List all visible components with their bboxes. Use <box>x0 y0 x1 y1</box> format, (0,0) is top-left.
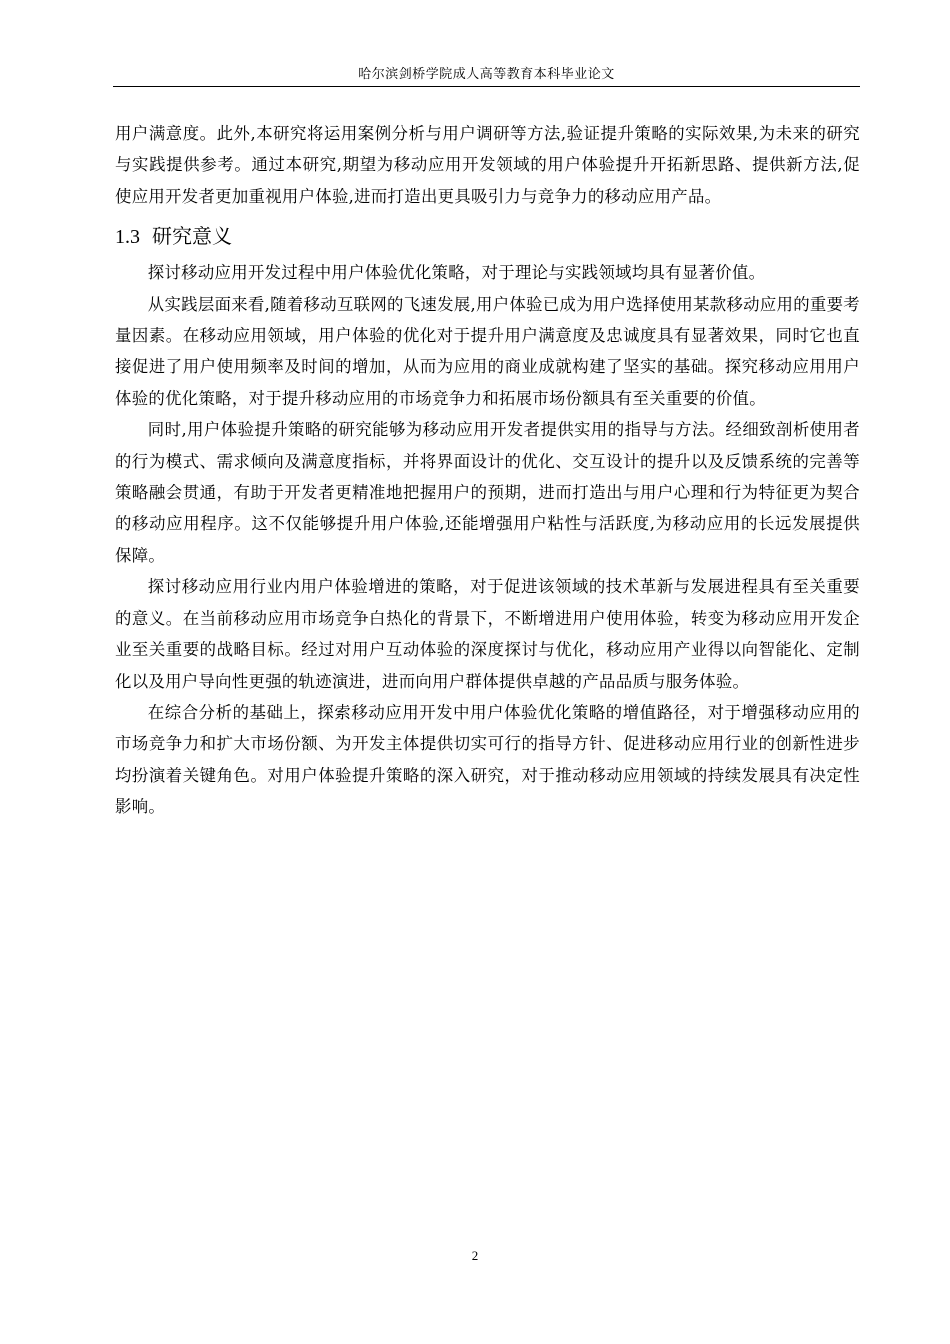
section-heading <box>115 219 860 254</box>
paragraph-5: 在综合分析的基础上，探索移动应用开发中用户体验优化策略的增值路径，对于增强移动应用的市场竞争力和扩大市场份额、为开发主体提供切实可行的指导方针、促进移动应用行业的创新性进步均扮演着关键角色。对用户体验提升策略的深入研究，对于推动移动应用领域的持续发展具有决定性影响。 <box>115 702 860 817</box>
section-title: 研究意义 <box>152 224 232 249</box>
paragraph-3: 同时,用户体验提升策略的研究能够为移动应用开发者提供实用的指导与方法。经细致剖析使用者的行为模式、需求倾向及满意度指标，并将界面设计的优化、交互设计的提升以及反馈系统的完善等策略融会贯通，有助于开发者更精准地把握用户的预期，进而打造出与用户心理和行为特征更为契合的移动应用程序。这不仅能够提升用户体验,还能增强用户粘性与活跃度,为移动应用的长远发展提供保障。 <box>115 420 860 565</box>
section-number: 1.3 <box>115 226 140 249</box>
body-content <box>115 118 860 823</box>
paragraph-1: 探讨移动应用开发过程中用户体验优化策略，对于理论与实践领域均具有显著价值。 <box>147 263 766 283</box>
continued-paragraph: 用户满意度。此外,本研究将运用案例分析与用户调研等方法,验证提升策略的实际效果,为未来的研究与实践提供参考。通过本研究,期望为移动应用开发领域的用户体验提升开拓新思路、提供新方法,促使应用开发者更加重视用户体验,进而打造出更具吸引力与竞争力的移动应用产品。 <box>115 124 860 206</box>
paragraph-2: 从实践层面来看,随着移动互联网的飞速发展,用户体验已成为用户选择使用某款移动应用的重要考量因素。在移动应用领域，用户体验的优化对于提升用户满意度及忠诚度具有显著效果，同时它也直接促进了用户使用频率及时间的增加，从而为应用的商业成就构建了坚实的基础。探究移动应用用户体验的优化策略，对于提升移动应用的市场竞争力和拓展市场份额具有至关重要的价值。 <box>115 294 860 408</box>
header-title: 哈尔滨剑桥学院成人高等教育本科毕业论文 <box>358 67 615 82</box>
page-header <box>113 64 860 87</box>
page-number: 2 <box>471 1248 479 1263</box>
paragraph-4: 探讨移动应用行业内用户体验增进的策略，对于促进该领域的技术革新与发展进程具有至关重要的意义。在当前移动应用市场竞争白热化的背景下，不断增进用户使用体验，转变为移动应用开发企业至关重要的战略目标。经过对用户互动体验的深度探讨与优化，移动应用产业得以向智能化、定制化以及用户导向性更强的轨迹演进，进而向用户群体提供卓越的产品品质与服务体验。 <box>115 577 860 691</box>
